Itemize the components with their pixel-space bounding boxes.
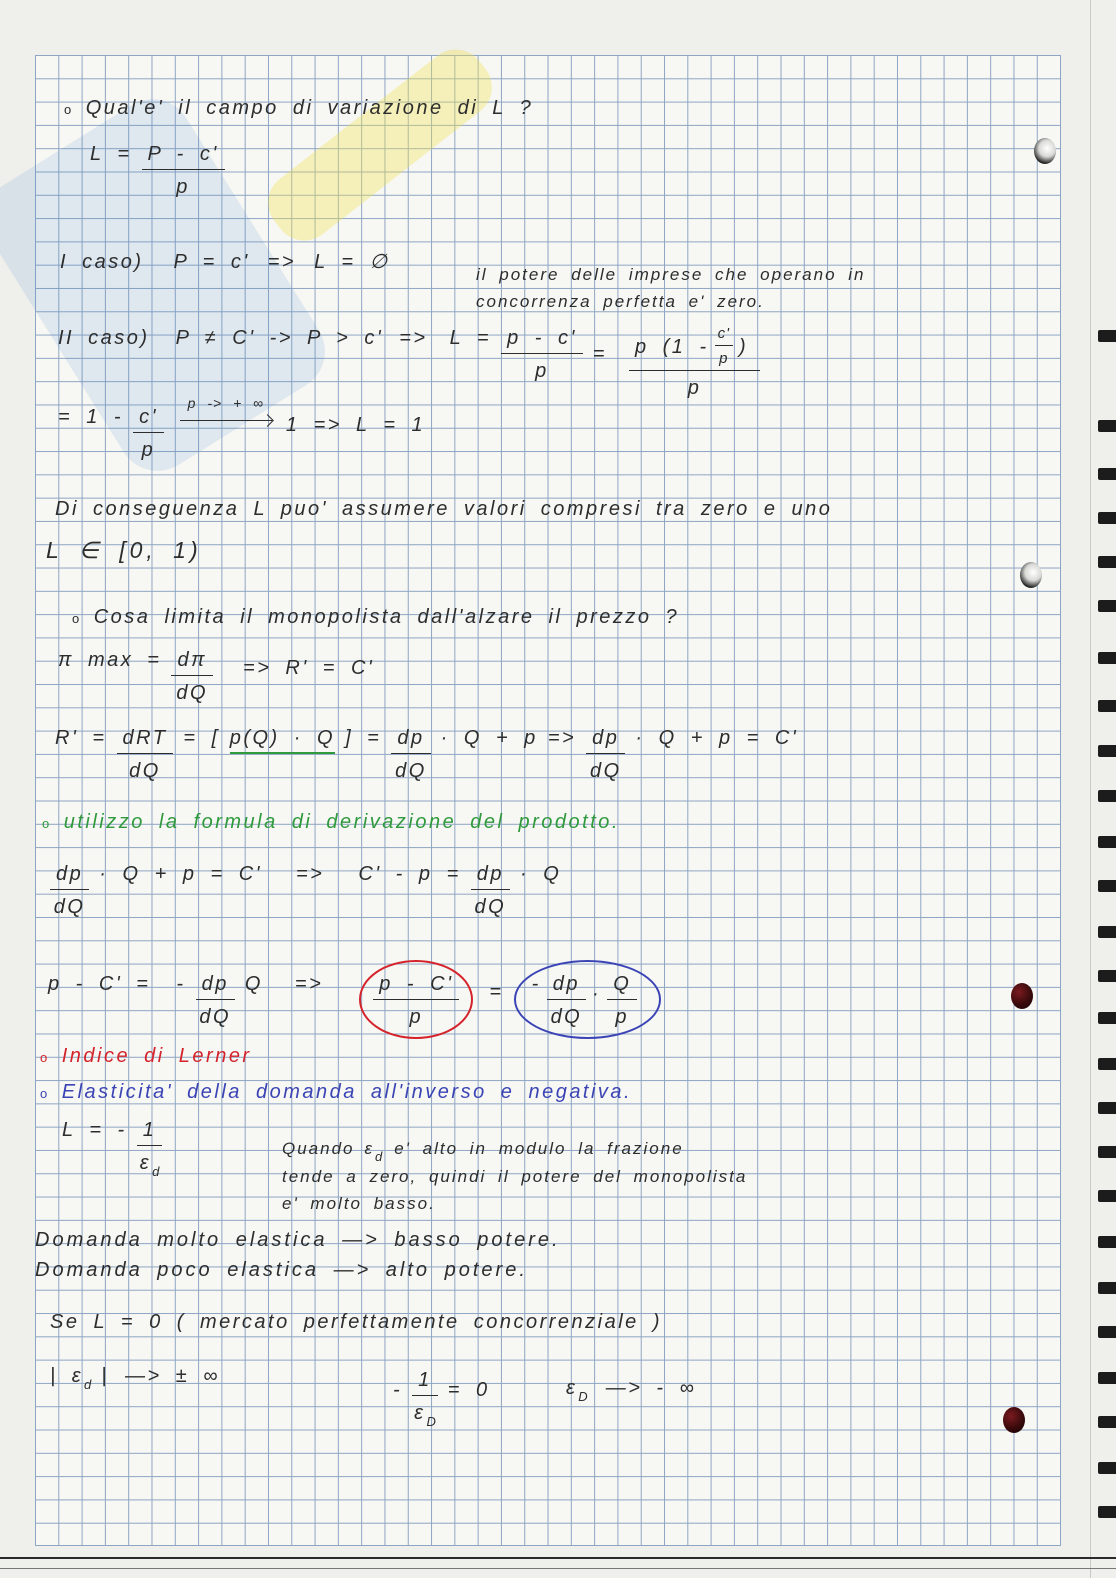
fraction-denominator: dQ — [395, 760, 427, 782]
limit-arrow-text: —> - ∞ — [605, 1377, 697, 1399]
fraction-denominator: dQ — [550, 1006, 583, 1028]
binding-mark — [1098, 1012, 1116, 1024]
case-two-expression: P ≠ C' -> P > c' — [175, 327, 384, 349]
quantity-price-ratio — [607, 972, 637, 1029]
binding-mark — [1098, 556, 1116, 568]
price-derivative — [50, 862, 89, 919]
subscript: D — [426, 1414, 436, 1429]
inverse-elasticity-limit — [393, 1368, 500, 1427]
demand-text: Domanda molto elastica —> basso potere. — [35, 1229, 561, 1251]
price-derivative — [196, 972, 235, 1029]
fraction-denominator — [140, 1146, 160, 1177]
definition-fraction — [142, 142, 225, 199]
inverse-elasticity-fraction — [412, 1368, 438, 1427]
binding-mark — [1098, 836, 1116, 848]
elasticity-limit — [566, 1376, 706, 1402]
fraction-denominator: dQ — [129, 760, 161, 782]
binding-mark — [1098, 790, 1116, 802]
marginal-revenue — [55, 726, 808, 783]
case-one-result: L = ∅ — [314, 251, 390, 273]
range-text: L ∈ [0, 1) — [46, 537, 202, 563]
implies-arrow: => — [547, 727, 577, 749]
elasticity-symbol — [365, 1137, 383, 1162]
derivation-step-2 — [48, 972, 671, 1039]
binding-mark — [1098, 1190, 1116, 1202]
inner-fraction — [715, 326, 733, 367]
bottom-edge-line — [0, 1557, 1116, 1559]
label-text: Indice di Lerner — [61, 1045, 252, 1067]
case-two-fraction — [501, 326, 583, 383]
bottom-edge-line — [0, 1568, 1116, 1569]
revenue-derivative — [117, 726, 174, 783]
range — [46, 538, 212, 562]
case-one-label: I caso) — [60, 251, 144, 273]
minus-sign: - — [531, 973, 541, 995]
binding-mark — [1098, 600, 1116, 612]
binder-hole — [1034, 138, 1056, 164]
lerner-elasticity-formula — [62, 1118, 172, 1177]
question-text: Cosa limita il monopolista dall'alzare il prezzo ? — [93, 606, 680, 628]
note-text: e' alto in modulo la frazione — [394, 1139, 684, 1158]
definition-lhs: L = — [90, 143, 132, 165]
binding-mark — [1098, 1236, 1116, 1248]
subscript: d — [152, 1164, 160, 1179]
fraction-numerator: p - c' — [501, 326, 583, 354]
fraction-denominator: dQ — [199, 1006, 232, 1028]
question-range — [64, 96, 543, 122]
conclusion — [55, 497, 842, 521]
implies-arrow: => — [294, 973, 324, 995]
elasticity-symbol: ε — [414, 1402, 426, 1424]
implies-arrow: => — [399, 327, 428, 349]
fraction-numerator: 1 — [137, 1118, 163, 1146]
fraction-denominator: p — [687, 377, 702, 399]
formula-lhs: L = - — [62, 1119, 127, 1141]
case-two — [58, 326, 770, 400]
note-text: concorrenza perfetta e' zero. — [476, 292, 765, 311]
fraction-denominator: dQ — [53, 896, 86, 918]
equals-sign: = — [489, 981, 504, 1003]
profit-max-rhs: => R' = C' — [243, 657, 375, 679]
bullet: o — [64, 102, 74, 117]
fraction-numerator: dπ — [171, 648, 213, 676]
question-monopolist — [72, 605, 689, 631]
limit-arrow-text: —> ± ∞ — [124, 1365, 221, 1387]
expression-term: · Q + p — [440, 727, 538, 749]
fraction-numerator: dp — [391, 726, 430, 754]
demand-inelastic — [35, 1258, 538, 1282]
fraction-denominator — [414, 1396, 436, 1427]
binding-mark — [1098, 970, 1116, 982]
equals-sign: = — [592, 343, 607, 365]
binding-mark — [1098, 468, 1116, 480]
abs-open — [50, 1364, 91, 1390]
binding-mark — [1098, 1282, 1116, 1294]
binder-hole — [1020, 562, 1042, 588]
binding-mark — [1098, 1506, 1116, 1518]
binding-mark — [1098, 1058, 1116, 1070]
profit-max — [58, 648, 384, 705]
arrow-icon — [180, 420, 272, 421]
note-text: utilizzo la formula di derivazione del prodotto. — [63, 811, 620, 833]
case-one-note-line — [476, 263, 876, 287]
expression-term: · Q + p = C' — [99, 863, 262, 885]
binding-mark — [1098, 652, 1116, 664]
limit-fraction — [133, 405, 164, 462]
lerner-fraction — [373, 972, 459, 1029]
symbol: ε — [566, 1377, 578, 1399]
case-two-lhs: L = — [449, 327, 492, 349]
fraction-numerator: dp — [50, 862, 89, 890]
profit-derivative — [171, 648, 213, 705]
binder-hole — [1011, 983, 1033, 1009]
fraction-denominator: p — [141, 439, 156, 461]
lerner-label — [40, 1044, 262, 1070]
bullet: o — [72, 611, 82, 626]
elasticity-label — [40, 1080, 642, 1106]
subscript: d — [84, 1377, 92, 1392]
bullet: o — [40, 1086, 50, 1101]
elasticity-symbol: ε — [139, 1152, 152, 1174]
bullet: o — [40, 1050, 50, 1065]
price-derivative — [547, 972, 586, 1029]
expression-term: · Q + p = C' — [635, 727, 799, 749]
fraction-numerator — [629, 326, 760, 371]
minus-sign: - — [176, 973, 186, 995]
symbol: ε — [364, 1139, 374, 1158]
binding-mark — [1098, 926, 1116, 938]
equals-zero: = 0 — [447, 1379, 490, 1401]
demand-text: Domanda poco elastica —> alto potere. — [35, 1259, 528, 1281]
fraction-numerator: Q — [607, 972, 637, 1000]
minus-sign: - — [393, 1379, 403, 1401]
note-text: il potere delle imprese che operano in — [476, 265, 866, 284]
demand-elastic — [35, 1228, 571, 1252]
note-text: Quando — [282, 1139, 355, 1158]
inverse-elasticity-circled — [514, 960, 662, 1039]
case-two-factored-fraction — [629, 326, 760, 400]
fraction-numerator: dp — [471, 862, 510, 890]
limit-result: 1 => L = 1 — [285, 414, 426, 436]
fraction-numerator: dp — [586, 726, 625, 754]
price-derivative — [391, 726, 430, 783]
limit-line — [58, 395, 435, 462]
bracket-close: ] = — [345, 727, 382, 749]
binding-mark — [1098, 1462, 1116, 1474]
binder-hole — [1003, 1407, 1025, 1433]
lerner-index-circled — [359, 960, 473, 1039]
fraction-denominator: p — [409, 1006, 424, 1028]
fraction-numerator: dp — [547, 972, 586, 1000]
binding-mark — [1098, 700, 1116, 712]
note-text: e' molto basso. — [282, 1194, 436, 1213]
binding-mark — [1098, 1102, 1116, 1114]
numerator-close: ) — [739, 335, 749, 358]
page-edge — [1090, 0, 1091, 1578]
binding-mark — [1098, 1146, 1116, 1158]
abs-symbol: | ε — [50, 1365, 84, 1387]
implies-arrow: => — [296, 863, 325, 885]
subscript: d — [374, 1149, 383, 1164]
quantity: Q — [244, 973, 263, 995]
case-two-label: II caso) — [58, 327, 150, 349]
subscript: D — [578, 1389, 588, 1404]
abs-close: | — [101, 1365, 109, 1387]
fraction-numerator: c' — [133, 405, 164, 433]
marginal-revenue-lhs: R' = — [55, 727, 107, 749]
lerner-definition — [90, 142, 235, 199]
fraction-numerator: dp — [196, 972, 235, 1000]
fraction-denominator: dQ — [589, 760, 622, 782]
binding-mark — [1098, 512, 1116, 524]
profit-max-lhs: π max = — [58, 649, 162, 671]
fraction-denominator: p — [176, 176, 190, 198]
inner-numerator: c' — [715, 326, 733, 346]
case-one-expression: P = c' — [173, 251, 250, 273]
bracket-open: = [ — [183, 727, 220, 749]
binding-mark — [1098, 745, 1116, 757]
conclusion-text: Di conseguenza L puo' assumere valori compresi tra zero e uno — [55, 498, 833, 520]
elasticity-note-line — [282, 1192, 446, 1216]
question-text: Qual'e' il campo di variazione di L ? — [85, 97, 534, 119]
binding-mark — [1098, 420, 1116, 432]
price-derivative — [471, 862, 510, 919]
binding-mark — [1098, 880, 1116, 892]
fraction-numerator: dRT — [117, 726, 174, 754]
note-text: tende a zero, quindi il potere del monopolista — [282, 1167, 748, 1186]
fraction-numerator: 1 — [412, 1368, 438, 1396]
expression-term: p - C' = — [48, 973, 151, 995]
limit-lhs: = 1 - — [58, 406, 124, 428]
fraction-denominator: p — [615, 1006, 630, 1028]
dot-operator: · — [592, 983, 602, 1005]
derivation-step-1 — [50, 862, 571, 919]
label-text: Elasticita' della domanda all'inverso e negativa. — [61, 1081, 633, 1103]
elasticity-abs-limit — [50, 1364, 230, 1390]
elasticity-note-line — [282, 1137, 694, 1162]
binding-mark — [1098, 1372, 1116, 1384]
inner-denominator: p — [719, 350, 729, 367]
binding-mark — [1098, 1326, 1116, 1338]
inverse-elasticity-fraction — [137, 1118, 163, 1177]
numerator-open: p (1 - — [634, 335, 709, 358]
elasticity-symbol — [566, 1376, 588, 1402]
elasticity-note-line — [282, 1165, 757, 1189]
limit-arrow-label: p -> + ∞ — [187, 395, 265, 411]
case-one — [60, 250, 400, 274]
price-derivative — [586, 726, 625, 783]
fraction-denominator: dQ — [474, 896, 507, 918]
expression-term: C' - p = — [358, 863, 461, 885]
binding-mark — [1098, 1416, 1116, 1428]
product-rule-note — [42, 810, 630, 836]
expression-term: · Q — [520, 863, 562, 885]
case-zero-text: Se L = 0 ( mercato perfettamente concorrenziale ) — [50, 1311, 663, 1333]
fraction-numerator: p - C' — [373, 972, 459, 1000]
product-term: p(Q) · Q — [230, 726, 335, 754]
limit-arrow — [180, 395, 272, 421]
binding-mark — [1098, 330, 1116, 342]
fraction-denominator: p — [535, 360, 549, 382]
fraction-numerator: P - c' — [142, 142, 225, 170]
bullet: o — [42, 816, 52, 831]
implies-arrow: => — [267, 251, 297, 273]
case-one-note-line — [476, 290, 775, 314]
fraction-denominator: dQ — [176, 682, 209, 704]
case-zero — [50, 1310, 672, 1334]
